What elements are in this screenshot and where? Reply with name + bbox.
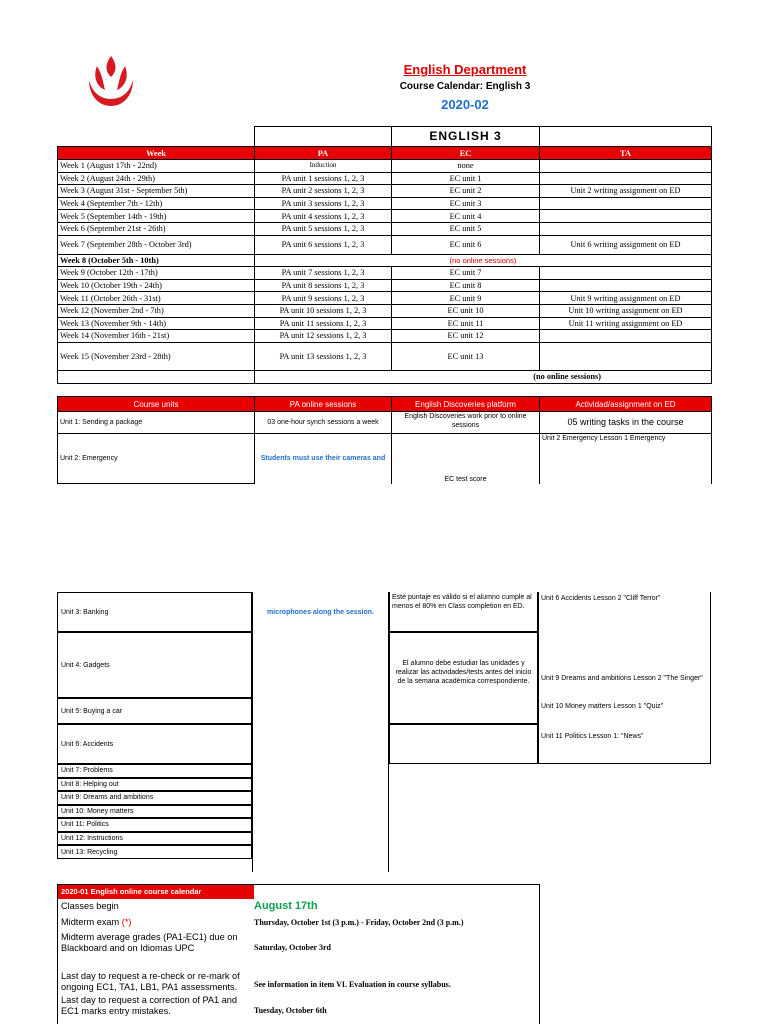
ec-validity-note: Este puntaje es válido si el alumno cumple al menos el 80% en Class completion en ED.	[389, 592, 538, 632]
ec-cell: EC unit 4	[392, 210, 540, 223]
ec-cell: EC unit 6	[392, 235, 540, 254]
col-week: Week	[58, 147, 255, 160]
col-ed-assignment: Actividad/assignment on ED	[540, 397, 712, 412]
no-sessions-note: (no online sessions)	[255, 254, 712, 267]
week-cell: Week 13 (November 9th - 14th)	[58, 317, 255, 330]
ec-cell: EC unit 13	[392, 342, 540, 370]
midterm-grades-label: Midterm average grades (PA1-EC1) due on Blackboard and on Idiomas UPC	[61, 932, 238, 953]
table-row	[58, 317, 712, 330]
col-ta: TA	[540, 147, 712, 160]
table-row	[58, 434, 712, 484]
ta-cell	[540, 197, 712, 210]
online-course-calendar	[57, 884, 540, 1024]
pa-cell: PA unit 7 sessions 1, 2, 3	[255, 267, 392, 280]
table-row	[58, 279, 712, 292]
online-calendar-title: 2020-01 English online course calendar	[58, 885, 254, 899]
unit-11: Unit 11: Politics	[57, 818, 252, 832]
week-cell: Week 4 (September 7th - 12th)	[58, 197, 255, 210]
term-label: 2020-02	[441, 97, 489, 112]
midterm-marker: (*)	[121, 917, 132, 927]
ta-unit-6: Unit 6 Accidents Lesson 2 "Cliff Terror"	[541, 595, 661, 602]
pa-sessions-note: 03 one-hour synch sessions a week	[255, 412, 392, 434]
table-row	[58, 222, 712, 235]
unit-9: Unit 9: Dreams and ambitions	[57, 791, 252, 805]
week-cell: Week 14 (November 16th - 21st)	[58, 330, 255, 343]
ta-unit-2: Unit 2 Emergency Lesson 1 Emergency	[540, 434, 712, 484]
classes-begin-label: Classes begin	[61, 901, 119, 911]
midterm-text: Midterm exam	[61, 917, 120, 927]
department-title: English Department	[403, 62, 527, 77]
table-row	[58, 304, 712, 317]
week-cell: Week 15 (November 23rd - 28th)	[58, 342, 255, 370]
final-no-sessions-note: (no online sessions)	[255, 370, 712, 383]
week-cell: Week 12 (November 2nd - 7th)	[58, 304, 255, 317]
ta-cell	[540, 172, 712, 185]
ta-unit-10: Unit 10 Money matters Lesson 1 "Quiz"	[541, 703, 664, 710]
week-cell: Week 11 (October 26th - 31st)	[58, 292, 255, 305]
pa-cell: PA unit 3 sessions 1, 2, 3	[255, 197, 392, 210]
table-row	[58, 172, 712, 185]
classes-begin-date: August 17th	[254, 900, 318, 912]
pa-cell: PA unit 1 sessions 1, 2, 3	[255, 172, 392, 185]
table-row	[58, 412, 712, 434]
col-pa-online: PA online sessions	[255, 397, 392, 412]
microphones-note: microphones along the session.	[252, 592, 389, 872]
midterm-date: Thursday, October 1st (3 p.m.) - Friday, October 2nd (3 p.m.)	[254, 918, 464, 927]
ec-cell: EC unit 5	[392, 222, 540, 235]
weekly-calendar-table	[57, 126, 712, 384]
table-row	[58, 342, 712, 370]
midterm-grades-date: Saturday, October 3rd	[254, 943, 331, 952]
table-header-row	[58, 147, 712, 160]
unit-10: Unit 10: Money matters	[57, 805, 252, 819]
unit-2: Unit 2: Emergency	[58, 434, 255, 484]
week-cell: Week 9 (October 12th - 17th)	[58, 267, 255, 280]
pa-cell: PA unit 8 sessions 1, 2, 3	[255, 279, 392, 292]
ec-cell: EC unit 9	[392, 292, 540, 305]
ec-test-score: EC test score	[392, 434, 540, 484]
ec-study-note: El alumno debe estudiar las unidades y realizar las actividades/tests antes del inicio de la semana académica correspondiente.	[389, 632, 538, 724]
recheck-label: Last day to request a re-check or re-mark of ongoing EC1, TA1, LB1, PA1 assessments.	[61, 971, 240, 992]
week-cell: Week 8 (October 5th - 10th)	[58, 254, 255, 267]
ta-unit-11: Unit 11 Politics Lesson 1: "News"	[541, 733, 644, 740]
ta-cell	[540, 210, 712, 223]
ec-cell: EC unit 8	[392, 279, 540, 292]
pa-cell: Induction	[255, 160, 392, 173]
ta-cell: Unit 9 writing assignment on ED	[540, 292, 712, 305]
unit-3: Unit 3: Banking	[57, 592, 252, 632]
table-row	[58, 292, 712, 305]
col-ec: EC	[392, 147, 540, 160]
ta-cell	[540, 279, 712, 292]
ta-unit-9: Unit 9 Dreams and ambitions Lesson 2 "The Singer"	[541, 675, 703, 682]
ta-cell	[540, 267, 712, 280]
table-row	[58, 330, 712, 343]
ta-cell	[540, 330, 712, 343]
units-header-row	[58, 397, 712, 412]
pa-cell: PA unit 12 sessions 1, 2, 3	[255, 330, 392, 343]
pa-cell: PA unit 6 sessions 1, 2, 3	[255, 235, 392, 254]
ec-cell: EC unit 3	[392, 197, 540, 210]
week-cell: Week 3 (August 31st - September 5th)	[58, 185, 255, 198]
unit-1: Unit 1: Sending a package	[58, 412, 255, 434]
ta-cell: Unit 2 writing assignment on ED	[540, 185, 712, 198]
col-ed-platform: English Discoveries platform	[392, 397, 540, 412]
pa-cell: PA unit 11 sessions 1, 2, 3	[255, 317, 392, 330]
table-row	[58, 235, 712, 254]
ta-cell	[540, 160, 712, 173]
week-cell: Week 7 (September 28th - October 3rd)	[58, 235, 255, 254]
ec-cell: none	[392, 160, 540, 173]
pa-cell: PA unit 5 sessions 1, 2, 3	[255, 222, 392, 235]
week-cell: Week 10 (October 19th - 24th)	[58, 279, 255, 292]
ec-cell: EC unit 7	[392, 267, 540, 280]
pa-cell: PA unit 9 sessions 1, 2, 3	[255, 292, 392, 305]
pa-cell: PA unit 13 sessions 1, 2, 3	[255, 342, 392, 370]
unit-6: Unit 6: Accidents	[57, 724, 252, 764]
ec-cell: EC unit 1	[392, 172, 540, 185]
correction-label: Last day to request a correction of PA1 and EC1 marks entry mistakes.	[61, 995, 238, 1016]
unit-8: Unit 8: Helping out	[57, 778, 252, 792]
week-cell: Week 2 (August 24th - 29th)	[58, 172, 255, 185]
writing-tasks-note: 05 writing tasks in the course	[540, 412, 712, 434]
ta-cell: Unit 6 writing assignment on ED	[540, 235, 712, 254]
table-row	[58, 370, 712, 383]
unit-4: Unit 4: Gadgets	[57, 632, 252, 698]
ec-cell: EC unit 10	[392, 304, 540, 317]
unit-7: Unit 7: Problems	[57, 764, 252, 778]
units-table	[57, 396, 712, 484]
course-title: ENGLISH 3	[392, 127, 540, 147]
table-row	[58, 185, 712, 198]
calendar-subtitle: Course Calendar: English 3	[399, 81, 531, 92]
ec-cell: EC unit 2	[392, 185, 540, 198]
ta-cell	[540, 222, 712, 235]
table-title-row	[58, 127, 712, 147]
week-cell: Week 1 (August 17th - 22nd)	[58, 160, 255, 173]
correction-date: Tuesday, October 6th	[254, 1006, 327, 1015]
table-row	[58, 197, 712, 210]
upc-logo-icon	[86, 54, 136, 108]
ta-cell	[540, 342, 712, 370]
pa-cell: PA unit 2 sessions 1, 2, 3	[255, 185, 392, 198]
midterm-label	[61, 917, 253, 928]
recheck-info: See information in item VI. Evaluation in course syllabus.	[254, 980, 451, 989]
ec-cell: EC unit 11	[392, 317, 540, 330]
ec-cell: EC unit 12	[392, 330, 540, 343]
ta-cell: Unit 10 writing assignment on ED	[540, 304, 712, 317]
cameras-note: Students must use their cameras and	[255, 434, 392, 484]
pa-cell: PA unit 4 sessions 1, 2, 3	[255, 210, 392, 223]
unit-13: Unit 13: Recycling	[57, 845, 252, 859]
ec-empty-cell	[389, 724, 538, 764]
table-row	[58, 160, 712, 173]
table-row	[58, 267, 712, 280]
unit-5: Unit 5: Buying a car	[57, 698, 252, 724]
unit-12: Unit 12: Instructions	[57, 832, 252, 846]
week-cell: Week 6 (September 21st - 26th)	[58, 222, 255, 235]
ta-units-list	[538, 592, 711, 764]
ed-work-note: English Discoveries work prior to online sessions	[392, 412, 540, 434]
table-row	[58, 210, 712, 223]
col-course-units: Course units	[58, 397, 255, 412]
col-pa: PA	[255, 147, 392, 160]
week-cell: Week 5 (September 14th - 19th)	[58, 210, 255, 223]
ta-cell: Unit 11 writing assignment on ED	[540, 317, 712, 330]
table-row	[58, 254, 712, 267]
pa-cell: PA unit 10 sessions 1, 2, 3	[255, 304, 392, 317]
